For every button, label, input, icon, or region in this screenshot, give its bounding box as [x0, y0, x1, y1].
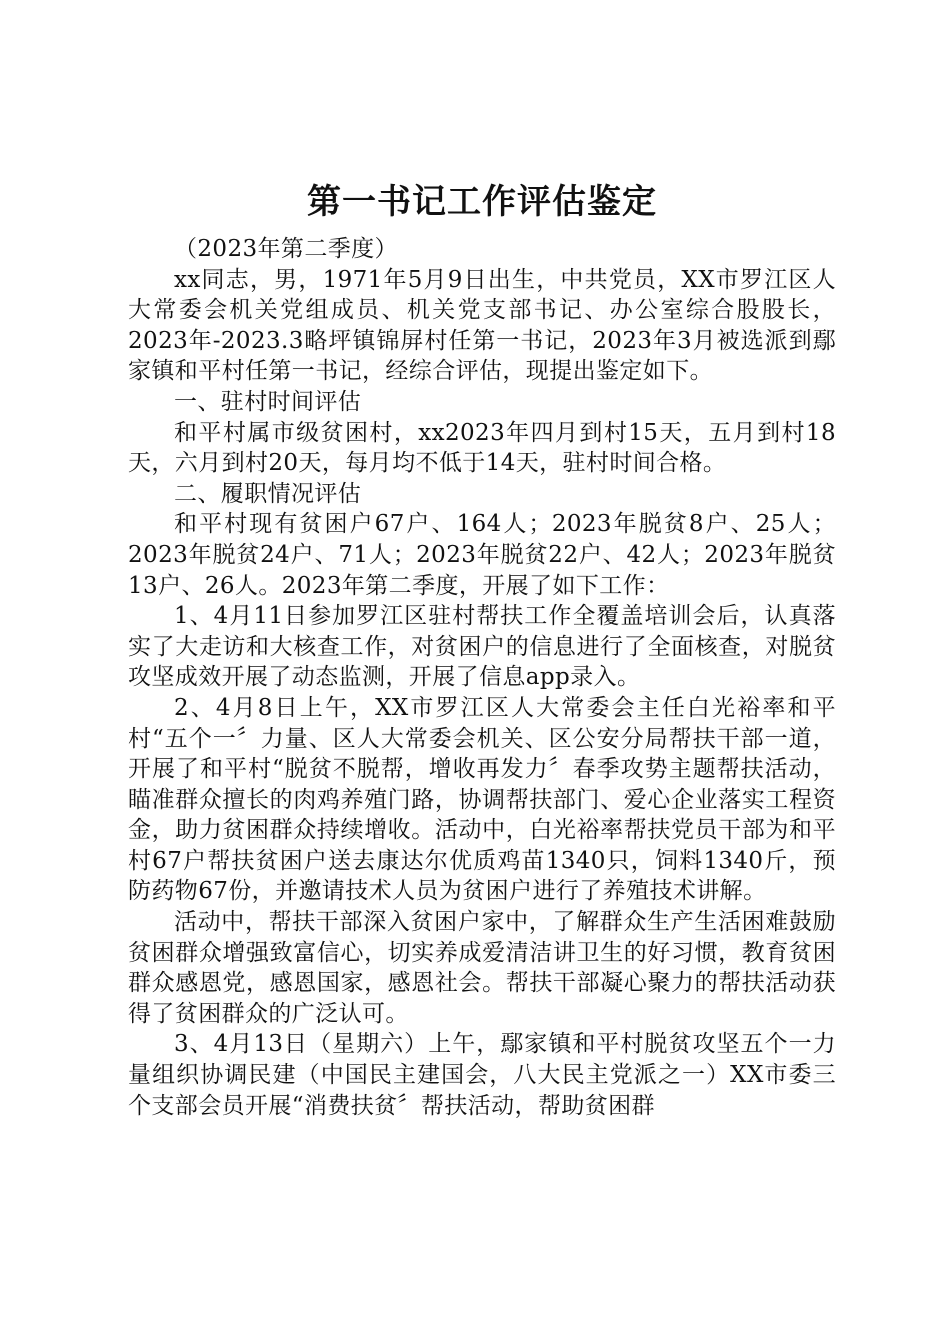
work-item-1: 1、4月11日参加罗江区驻村帮扶工作全覆盖培训会后，认真落实了大走访和大核查工作，对贫困户的信息进行了全面核查，对脱贫攻坚成效开展了动态监测，开展了信息app录入。 — [128, 603, 836, 691]
activity-paragraph: 活动中，帮扶干部深入贫困户家中，了解群众生产生活困难鼓励贫困群众增强致富信心，切实养成爱清洁讲卫生的好习惯，教育贫困群众感恩党，感恩国家，感恩社会。帮扶干部凝心聚力的帮扶活动获得了贫困群众的广泛认可。 — [128, 909, 836, 1027]
quarter-subtitle: （2023年第二季度） — [174, 236, 398, 262]
document-page — [128, 178, 836, 1121]
section-heading-duty-performance: 二、履职情况评估 — [174, 480, 362, 507]
document-title: 第一书记工作评估鉴定 — [307, 182, 657, 222]
section-heading-residence-time: 一、驻村时间评估 — [174, 388, 362, 415]
poverty-stats-paragraph: 和平村现有贫困户67户、164人；2023年脱贫8户、25人；2023年脱贫24户、71人；2023年脱贫22户、42人；2023年脱贫13户、26人。2023年第二季度，开展了如下工作： — [128, 511, 836, 599]
intro-paragraph: xx同志，男，1971年5月9日出生，中共党员，XX市罗江区人大常委会机关党组成员、机关党支部书记、办公室综合股股长，2023年-2023.3略坪镇锦屏村任第一书记，2023年3月被选派到鄢家镇和平村任第一书记，经综合评估，现提出鉴定如下。 — [128, 266, 836, 385]
work-item-2: 2、4月8日上午，XX市罗江区人大常委会主任白光裕率和平村“五个一〞力量、区人大常委会机关、区公安分局帮扶干部一道，开展了和平村“脱贫不脱帮，增收再发力〞春季攻势主题帮扶活动，瞄准群众擅长的肉鸡养殖门路，协调帮扶部门、爱心企业落实工程资金，助力贫困群众持续增收。活动中，白光裕率帮扶党员干部为和平村67户帮扶贫困户送去康达尔优质鸡苗1340只，饲料1340斤，预防药物67份，并邀请技术人员为贫困户进行了养殖技术讲解。 — [128, 694, 836, 905]
work-item-3: 3、4月13日（星期六）上午，鄢家镇和平村脱贫攻坚五个一力量组织协调民建（中国民主建国会，八大民主党派之一）XX市委三个支部会员开展“消费扶贫〞帮扶活动，帮助贫困群 — [128, 1031, 836, 1119]
residence-time-paragraph: 和平村属市级贫困村，xx2023年四月到村15天，五月到村18天，六月到村20天，每月均不低于14天，驻村时间合格。 — [128, 419, 836, 477]
